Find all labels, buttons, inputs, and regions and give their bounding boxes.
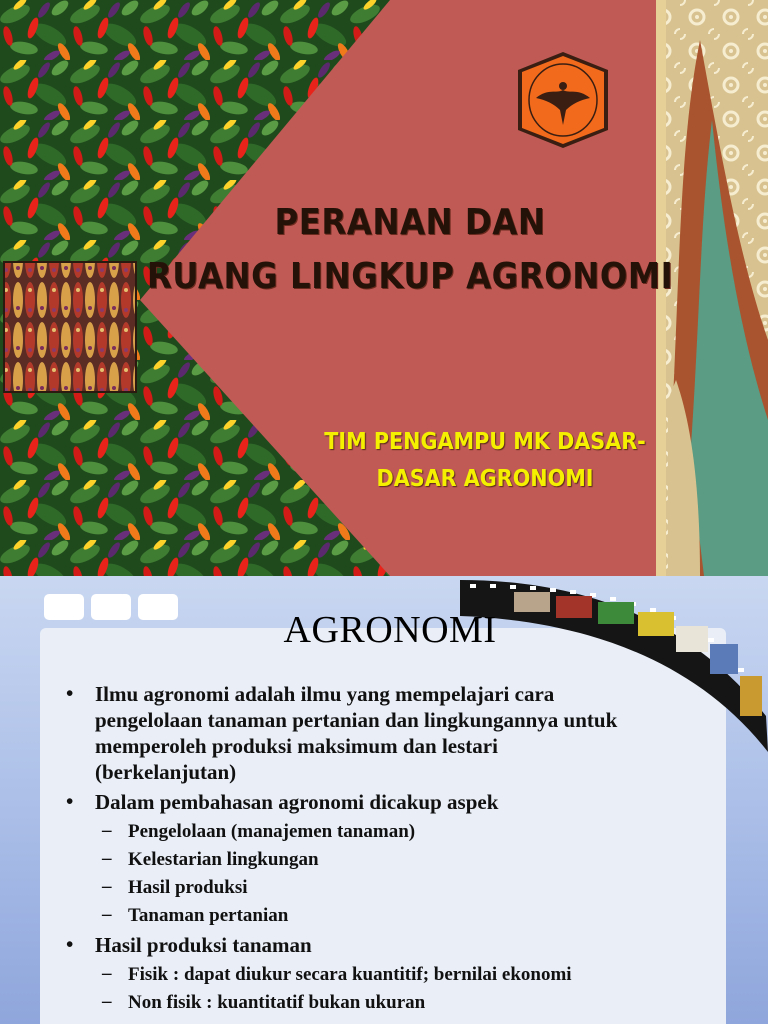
decor-tab-2	[91, 594, 131, 620]
dash-marker: –	[102, 991, 112, 1012]
dash-marker: –	[102, 876, 112, 897]
decor-tab-1	[44, 594, 84, 620]
sub-item: Kelestarian lingkungan	[128, 849, 319, 870]
bullet-marker: •	[66, 681, 74, 705]
content-slide	[0, 576, 768, 1024]
university-seal	[508, 50, 618, 150]
slide-heading: AGRONOMI	[283, 609, 497, 651]
dash-marker: –	[102, 848, 112, 869]
bullet-text-2: Dalam pembahasan agronomi dicakup aspek	[95, 790, 499, 814]
bullet-marker: •	[66, 789, 74, 813]
dash-marker: –	[102, 820, 112, 841]
slide-subtitle-line-1: TIM PENGAMPU MK DASAR-	[324, 429, 646, 455]
dash-marker: –	[102, 904, 112, 925]
sub-item: Hasil produksi	[128, 877, 248, 898]
bullet-text-1-line-2: pengelolaan tanaman pertanian dan lingkungannya untuk	[95, 708, 618, 732]
bullet-text-1-line-1: Ilmu agronomi adalah ilmu yang mempelajari cara	[95, 682, 555, 706]
slide-subtitle-line-2: DASAR AGRONOMI	[376, 466, 594, 492]
bullet-text-1-line-4: (berkelanjutan)	[95, 760, 237, 784]
sub-item: Fisik : dapat diukur secara kuantitif; bernilai ekonomi	[128, 964, 572, 985]
dash-marker: –	[102, 963, 112, 984]
sub-item: Pengelolaan (manajemen tanaman)	[128, 821, 416, 842]
slide-title-line-2: RUANG LINGKUP AGRONOMI	[146, 256, 674, 297]
bullet-marker: •	[66, 932, 74, 956]
sub-item: Non fisik : kuantitatif bukan ukuran	[128, 992, 426, 1013]
sub-item: Tanaman pertanian	[128, 905, 289, 926]
bullet-text-1-line-3: memperoleh produksi maksimum dan lestari	[95, 734, 498, 758]
bullet-text-3: Hasil produksi tanaman	[95, 933, 312, 957]
slide-title-line-1: PERANAN DAN	[274, 202, 546, 243]
